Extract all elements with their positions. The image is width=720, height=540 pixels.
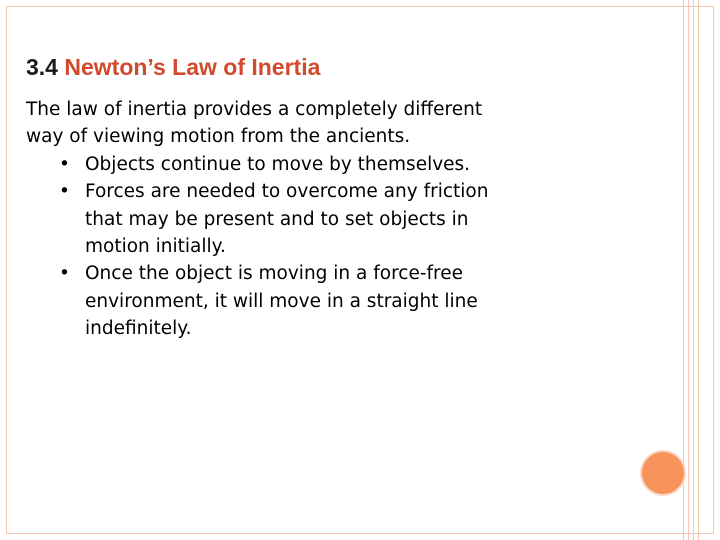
slide-body <box>26 96 496 343</box>
bullet-text: Once the object is moving in a force-free environment, it will move in a straight line indefinitely. <box>85 263 478 340</box>
bullet-text: Objects continue to move by themselves. <box>85 153 471 175</box>
bullet-text: Forces are needed to overcome any friction that may be present and to set objects in motion initially. <box>85 181 489 258</box>
decorative-rails <box>683 0 703 540</box>
bullet-item <box>59 178 496 260</box>
rail-line <box>698 0 699 540</box>
bullet-item <box>59 260 496 342</box>
bullet-item <box>59 151 496 178</box>
bullet-list <box>26 151 496 343</box>
bullet-icon: • <box>59 153 70 175</box>
slide-title <box>26 54 320 81</box>
bullet-icon: • <box>59 263 70 285</box>
decorative-circle <box>640 450 686 496</box>
title-number: 3.4 <box>26 54 58 80</box>
intro-paragraph: The law of inertia provides a completely different way of viewing motion from the ancients. <box>26 99 483 148</box>
rail-line <box>693 0 694 540</box>
rail-line <box>683 0 684 540</box>
bullet-icon: • <box>59 181 70 203</box>
rail-line <box>688 0 689 540</box>
title-text: Newton’s Law of Inertia <box>64 54 321 80</box>
